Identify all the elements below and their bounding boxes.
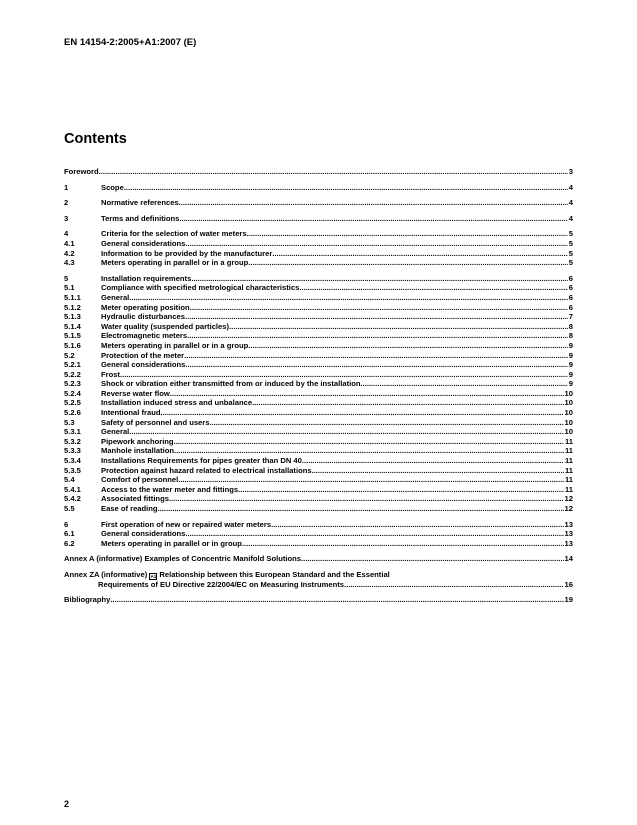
toc-leader-dots — [312, 466, 564, 476]
toc-entry-number: 5.1.4 — [64, 321, 81, 331]
toc-entry[interactable] — [64, 427, 573, 437]
amendment-marker-icon: A1 — [150, 573, 157, 579]
toc-entry-page: 9 — [568, 350, 573, 360]
toc-entry[interactable] — [64, 303, 573, 313]
toc-entry[interactable] — [64, 258, 573, 268]
toc-entry-number: 5.5 — [64, 504, 75, 513]
toc-leader-dots — [271, 520, 563, 530]
toc-entry-page: 10 — [564, 417, 573, 427]
toc-leader-dots — [299, 283, 567, 293]
toc-leader-dots — [229, 322, 568, 332]
toc-entry-number: 5.2.3 — [64, 379, 81, 389]
toc-entry-number: 4.3 — [64, 258, 75, 268]
toc-entry-page: 13 — [564, 519, 573, 529]
toc-entry[interactable] — [64, 331, 573, 341]
toc-leader-dots — [185, 360, 567, 370]
toc-entry[interactable] — [64, 293, 573, 303]
toc-entry-text: Bibliography — [64, 595, 111, 605]
toc-entry-text: First operation of new or repaired water meters — [101, 519, 272, 529]
toc-entry-text-line2: Requirements of EU Directive 22/2004/EC on Measuring Instruments — [98, 579, 345, 589]
toc-entry[interactable] — [64, 198, 573, 208]
toc-entry-number: 2 — [64, 198, 69, 208]
toc-entry-page: 5 — [568, 238, 573, 248]
toc-leader-dots — [174, 446, 564, 456]
toc-entry[interactable] — [64, 389, 573, 399]
toc-entry-text: Information to be provided by the manufacturer — [101, 248, 273, 258]
toc-entry-page: 9 — [568, 360, 573, 370]
toc-leader-dots — [185, 239, 567, 249]
toc-entry-number: 5.1.6 — [64, 340, 81, 350]
toc-entry-text: Ease of reading — [101, 504, 158, 513]
toc-entry-number: 5.2.6 — [64, 408, 81, 418]
toc-entry-number: 5.3.1 — [64, 427, 81, 437]
toc-entry-text: Normative references — [101, 198, 179, 208]
toc-entry-page: 8 — [568, 321, 573, 331]
toc-entry-text: Compliance with specified metrological characteristics — [101, 283, 300, 293]
toc-entry-page: 14 — [564, 554, 573, 564]
toc-entry[interactable] — [64, 229, 573, 239]
toc-entry-text: Meters operating in parallel or in a group — [101, 258, 249, 268]
toc-entry-text: Access to the water meter and fittings — [101, 484, 239, 494]
toc-leader-dots — [248, 258, 568, 268]
toc-leader-dots — [247, 229, 568, 239]
toc-entry-text: Shock or vibration either transmitted from or induced by the installation — [101, 379, 361, 389]
toc-entry-text: Meters operating in parallel or in a group — [101, 340, 249, 350]
toc-leader-dots — [174, 437, 564, 447]
toc-entry[interactable] — [64, 283, 573, 293]
toc-entry-number: 6.2 — [64, 538, 75, 548]
page-title: Contents — [64, 131, 127, 147]
toc-entry-page: 11 — [564, 446, 573, 456]
toc-entry-page: 10 — [564, 388, 573, 398]
toc-entry[interactable] — [64, 485, 573, 495]
toc-entry-number: 4 — [64, 229, 69, 239]
toc-entry-page: 6 — [568, 283, 573, 293]
toc-entry[interactable] — [64, 274, 573, 284]
toc-entry-page: 6 — [568, 302, 573, 312]
toc-leader-dots — [160, 408, 563, 418]
toc-entry-number: 5.1.5 — [64, 331, 81, 341]
toc-entry-number: 5.2.2 — [64, 369, 81, 379]
toc-entry-page: 9 — [568, 369, 573, 379]
toc-entry-page: 13 — [564, 529, 573, 539]
toc-entry-text: Terms and definitions — [101, 213, 180, 223]
toc-entry-page: 13 — [564, 538, 573, 548]
toc-entries — [64, 167, 573, 548]
toc-entry-text: Manhole installation — [101, 446, 174, 456]
toc-entry-page: 11 — [564, 465, 573, 475]
toc-entry-text: Meter operating position — [101, 302, 190, 312]
toc-entry[interactable] — [64, 539, 573, 549]
toc-entry-number: 1 — [64, 182, 69, 192]
toc-entry-page: 16 — [564, 579, 573, 589]
toc-leader-dots — [120, 370, 568, 380]
toc-leader-dots — [209, 418, 563, 428]
toc-entry-number: 5.1 — [64, 283, 75, 293]
toc-leader-dots — [179, 198, 568, 208]
toc-leader-dots — [99, 167, 568, 177]
toc-entry-text: Water quality (suspended particles) — [101, 321, 229, 331]
toc-entry-text: Protection against hazard related to electrical installations — [101, 465, 312, 475]
toc-entry-text: Protection of the meter — [101, 350, 185, 360]
toc-entry-page: 10 — [564, 427, 573, 437]
toc-entry-number: 5.2.1 — [64, 360, 81, 370]
toc-entry[interactable] — [64, 418, 573, 428]
toc-entry-page: 11 — [564, 456, 573, 466]
toc-entry[interactable] — [64, 398, 573, 408]
toc-entry-text-line1: Relationship between this European Standard and the Essential — [159, 569, 390, 579]
toc-entry[interactable] — [64, 322, 573, 332]
toc-entry-page: 6 — [568, 273, 573, 283]
toc-entry-page: 4 — [568, 182, 573, 192]
toc-entry-text: Installations Requirements for pipes greater than DN 40 — [101, 456, 302, 466]
toc-entry-number: Foreword — [64, 167, 99, 176]
toc-entry[interactable] — [64, 379, 573, 389]
toc-entry-page: 3 — [568, 167, 573, 176]
table-of-contents — [64, 167, 573, 605]
toc-entry-bibliography[interactable] — [64, 595, 573, 605]
toc-entry-text: Hydraulic disturbances — [101, 312, 185, 322]
toc-leader-dots — [158, 504, 564, 514]
toc-leader-dots — [129, 293, 567, 303]
toc-leader-dots — [185, 529, 563, 539]
document-id: EN 14154-2:2005+A1:2007 (E) — [64, 37, 197, 48]
toc-entry[interactable] — [64, 466, 573, 476]
toc-entry-number: 6.1 — [64, 529, 75, 539]
toc-entry-number: 5.2 — [64, 350, 75, 360]
toc-entry[interactable] — [64, 504, 573, 514]
toc-leader-dots — [170, 389, 564, 399]
toc-entry-number: 5.1.1 — [64, 292, 81, 302]
toc-entry-page: 9 — [568, 379, 573, 389]
toc-entry-number: 5.3.3 — [64, 446, 81, 456]
toc-entry-text: Annex A (informative) Examples of Concentric Manifold Solutions — [64, 554, 301, 564]
toc-entry-page: 5 — [568, 258, 573, 268]
toc-entry[interactable] — [64, 437, 573, 447]
page-number: 2 — [64, 799, 70, 809]
toc-entry[interactable] — [64, 351, 573, 361]
toc-entry[interactable] — [64, 520, 573, 530]
toc-entry-page: 4 — [568, 198, 573, 208]
toc-entry-text: Frost — [101, 369, 120, 379]
toc-entry-text: Comfort of personnel — [101, 475, 179, 485]
toc-entry-number: 4.2 — [64, 248, 75, 258]
toc-entry-annex-za[interactable] — [64, 570, 573, 589]
toc-entry[interactable] — [64, 446, 573, 456]
toc-leader-dots — [190, 303, 568, 313]
toc-entry-number: 4.1 — [64, 238, 75, 248]
toc-entry-text: General considerations — [101, 360, 186, 370]
toc-entry-number: 5.2.5 — [64, 398, 81, 408]
toc-entry-page: 11 — [564, 475, 573, 485]
toc-entry[interactable] — [64, 370, 573, 380]
toc-entry-page: 9 — [568, 340, 573, 350]
toc-entry-text: General — [101, 427, 130, 437]
toc-entry-number: 5.3.4 — [64, 456, 81, 466]
toc-entry-number: 6 — [64, 519, 69, 529]
toc-entry-page: 12 — [564, 494, 573, 504]
toc-entry-text: Installation requirements — [101, 273, 192, 283]
toc-entry-text: Safety of personnel and users — [101, 417, 210, 427]
toc-leader-dots — [361, 379, 568, 389]
toc-leader-dots — [272, 249, 567, 259]
toc-entry[interactable] — [64, 214, 573, 224]
toc-entry[interactable] — [64, 529, 573, 539]
toc-entry-number: 5.2.4 — [64, 388, 81, 398]
toc-leader-dots — [252, 398, 563, 408]
toc-leader-dots — [179, 214, 567, 224]
toc-entry[interactable] — [64, 312, 573, 322]
toc-leader-dots — [178, 475, 564, 485]
toc-leader-dots — [238, 485, 564, 495]
toc-leader-dots — [124, 183, 568, 193]
toc-entry-page: 10 — [564, 398, 573, 408]
toc-entry-number: 5.4.2 — [64, 494, 81, 504]
toc-entry-prefix: Annex ZA (informative) — [64, 569, 148, 579]
toc-leader-dots — [344, 580, 564, 590]
toc-leader-dots — [129, 427, 563, 437]
toc-entry-page: 7 — [568, 312, 573, 322]
toc-entry-number: 5.3.2 — [64, 436, 81, 446]
toc-entry-number: 3 — [64, 213, 69, 223]
toc-entry[interactable] — [64, 341, 573, 351]
toc-entry-page: 4 — [568, 213, 573, 223]
toc-entry-number: 5.4.1 — [64, 484, 81, 494]
toc-leader-dots — [185, 312, 568, 322]
toc-entry-page: 19 — [564, 595, 573, 605]
toc-entry-number: 5.1.3 — [64, 312, 81, 322]
toc-entry-page: 5 — [568, 229, 573, 239]
toc-entry-text: Reverse water flow — [101, 388, 170, 398]
toc-entry-text: Associated fittings — [101, 494, 169, 504]
toc-entry-page: 12 — [564, 504, 573, 513]
toc-entry-number: 5.4 — [64, 475, 75, 485]
toc-entry[interactable] — [64, 408, 573, 418]
toc-entry-text: General considerations — [101, 238, 186, 248]
toc-leader-dots — [191, 274, 567, 284]
toc-entry[interactable] — [64, 360, 573, 370]
toc-entry-number: 5.3 — [64, 417, 75, 427]
toc-entry-number: 5 — [64, 273, 69, 283]
toc-entry[interactable] — [64, 475, 573, 485]
toc-leader-dots — [184, 351, 568, 361]
toc-entry-text: Criteria for the selection of water meters — [101, 229, 247, 239]
toc-entry[interactable] — [64, 456, 573, 466]
toc-entry[interactable] — [64, 494, 573, 504]
toc-entry-page: 6 — [568, 292, 573, 302]
toc-leader-dots — [110, 595, 563, 605]
toc-entry-page: 5 — [568, 248, 573, 258]
toc-leader-dots — [301, 554, 564, 564]
toc-entry-text: Installation induced stress and unbalance — [101, 398, 253, 408]
toc-leader-dots — [187, 331, 568, 341]
toc-leader-dots — [242, 539, 564, 549]
toc-entry-page: 10 — [564, 408, 573, 418]
toc-entry-text: General — [101, 292, 130, 302]
toc-entry-text: Intentional fraud — [101, 408, 161, 418]
toc-entry-text: General considerations — [101, 529, 186, 539]
toc-entry-text: Pipework anchoring — [101, 436, 174, 446]
toc-entry-page: 8 — [568, 331, 573, 341]
toc-entry-page: 11 — [564, 436, 573, 446]
toc-entry-page: 11 — [564, 484, 573, 494]
toc-entry-number: 5.3.5 — [64, 465, 81, 475]
toc-entry-text: Meters operating in parallel or in group — [101, 538, 242, 548]
toc-entry-annex-a[interactable] — [64, 554, 573, 564]
toc-entry-number: 5.1.2 — [64, 302, 81, 312]
toc-entry-text: Electromagnetic meters — [101, 331, 188, 341]
toc-entry[interactable] — [64, 239, 573, 249]
toc-entry[interactable] — [64, 183, 573, 193]
toc-entry[interactable] — [64, 249, 573, 259]
toc-leader-dots — [169, 494, 564, 504]
toc-entry[interactable] — [64, 167, 573, 177]
toc-leader-dots — [248, 341, 568, 351]
toc-entry-text: Scope — [101, 182, 124, 192]
toc-leader-dots — [302, 456, 564, 466]
